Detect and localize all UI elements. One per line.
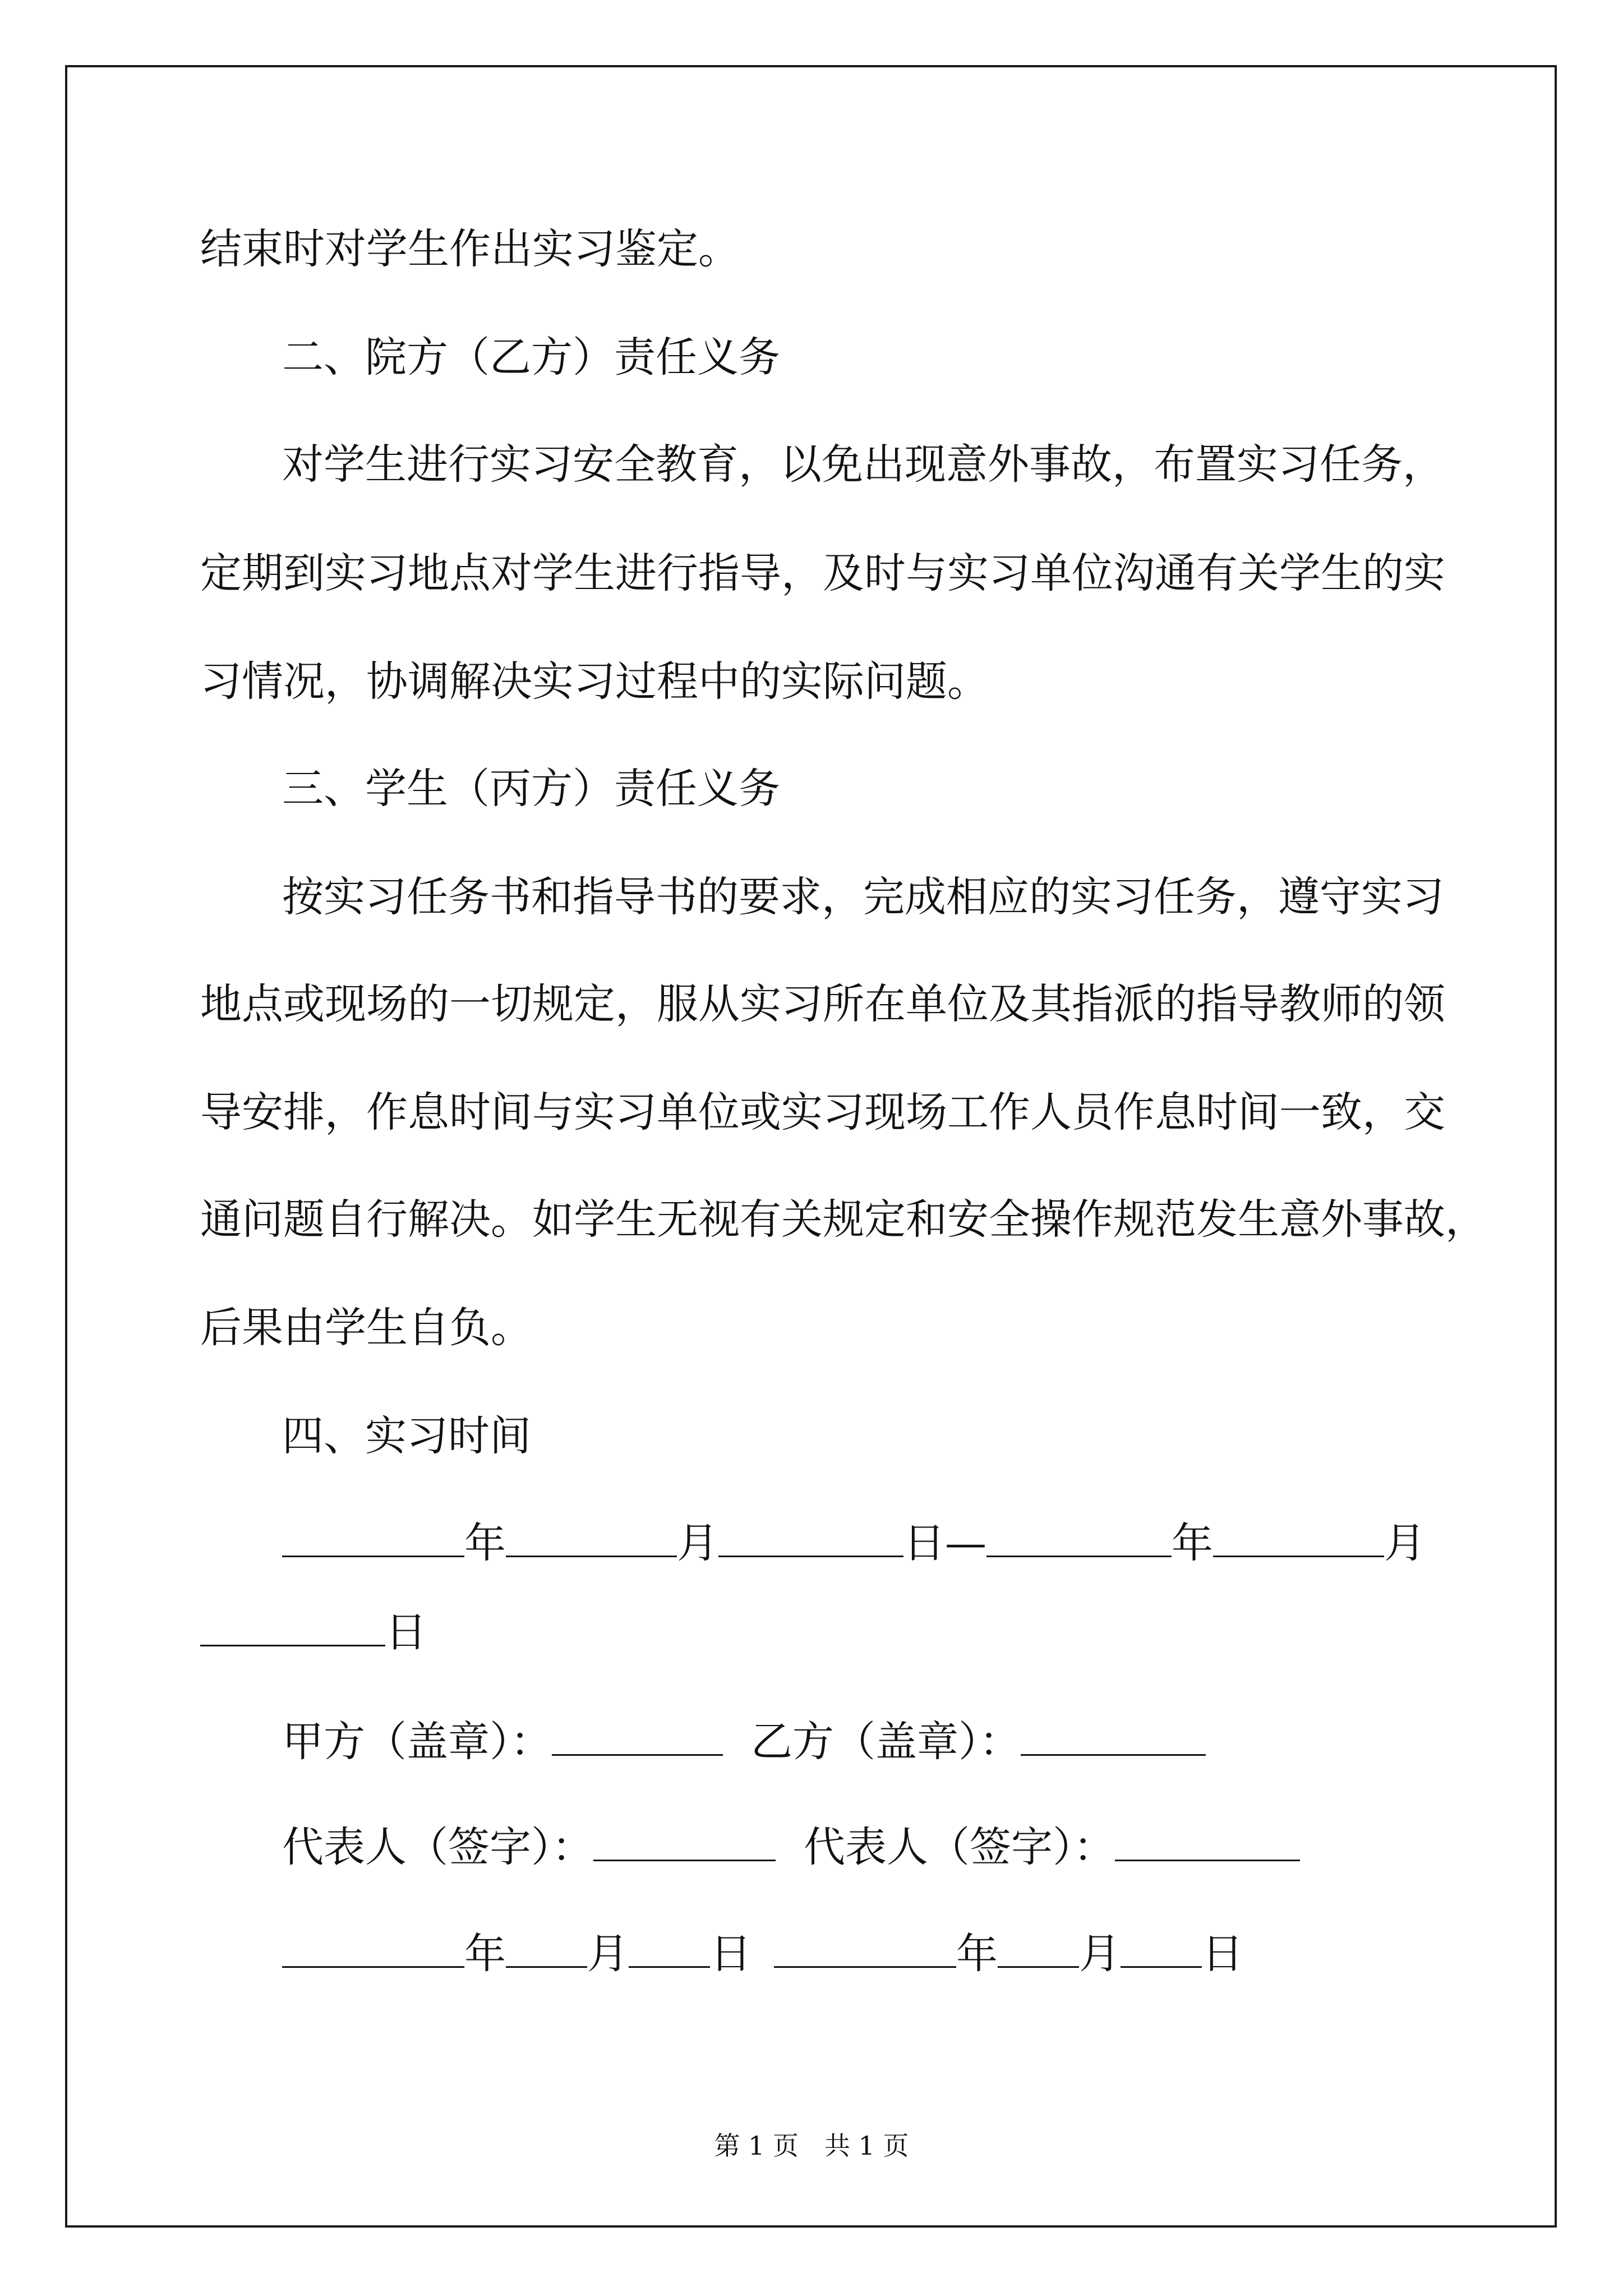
paragraph-line: 习情况，协调解决实习过程中的实际问题。 <box>200 657 989 706</box>
paragraph-line: 结束时对学生作出实习鉴定。 <box>200 225 740 273</box>
rep-sign-label-2: 代表人（签字）： <box>804 1823 1115 1871</box>
month-label: 月 <box>677 1519 718 1567</box>
party-b-seal-label: 乙方（盖章）： <box>751 1718 1021 1766</box>
day-label: 日 <box>710 1930 751 1978</box>
paragraph-line: 后果由学生自负。 <box>200 1304 532 1352</box>
party-a-seal-label: 甲方（盖章）： <box>282 1718 552 1766</box>
day-label: 日 <box>385 1608 427 1657</box>
year-label: 年 <box>1172 1519 1213 1567</box>
section-heading-3: 三、学生（丙方）责任义务 <box>282 765 780 813</box>
date-range-line <box>282 1515 1426 1571</box>
month-start-blank[interactable] <box>506 1522 677 1557</box>
sign-month-blank-2[interactable] <box>998 1932 1079 1968</box>
year-start-blank[interactable] <box>282 1522 464 1557</box>
signature-date-line <box>282 1926 1243 1982</box>
paragraph-line: 对学生进行实习安全教育，以免出现意外事故，布置实习任务， <box>282 440 1444 489</box>
month-label: 月 <box>1079 1930 1121 1978</box>
section-heading-2: 二、院方（乙方）责任义务 <box>282 333 780 381</box>
rep-sign-blank-1[interactable] <box>593 1826 776 1861</box>
paragraph-line: 通问题自行解决。如学生无视有关规定和安全操作规范发生意外事故， <box>200 1195 1487 1244</box>
seal-line <box>282 1714 1206 1770</box>
year-label: 年 <box>956 1930 998 1978</box>
sign-day-blank-1[interactable] <box>629 1932 710 1968</box>
sign-month-blank-1[interactable] <box>506 1932 587 1968</box>
party-a-seal-blank[interactable] <box>552 1720 723 1756</box>
year-label: 年 <box>464 1519 506 1567</box>
day-dash-label: 日— <box>903 1519 986 1567</box>
date-range-line-cont <box>200 1604 427 1660</box>
rep-sign-label-1: 代表人（签字）： <box>282 1823 593 1871</box>
month-end-blank[interactable] <box>1213 1522 1384 1557</box>
section-heading-4: 四、实习时间 <box>282 1412 531 1460</box>
sign-year-blank-2[interactable] <box>774 1932 956 1968</box>
month-label: 月 <box>1384 1519 1426 1567</box>
rep-sign-blank-2[interactable] <box>1115 1826 1300 1861</box>
year-label: 年 <box>464 1930 506 1978</box>
paragraph-line: 定期到实习地点对学生进行指导，及时与实习单位沟通有关学生的实 <box>200 549 1445 597</box>
paragraph-line: 按实习任务书和指导书的要求，完成相应的实习任务，遵守实习 <box>282 873 1444 921</box>
paragraph-line: 导安排，作息时间与实习单位或实习现场工作人员作息时间一致，交 <box>200 1088 1445 1137</box>
day-label: 日 <box>1202 1930 1243 1978</box>
page-footer: 第 1 页 共 1 页 <box>714 2131 909 2161</box>
month-label: 月 <box>587 1930 629 1978</box>
paragraph-line: 地点或现场的一切规定，服从实习所在单位及其指派的指导教师的领 <box>200 980 1445 1028</box>
day-end-blank[interactable] <box>200 1611 385 1646</box>
year-end-blank[interactable] <box>986 1522 1172 1557</box>
representative-line <box>282 1819 1300 1875</box>
party-b-seal-blank[interactable] <box>1021 1720 1206 1756</box>
sign-year-blank-1[interactable] <box>282 1932 464 1968</box>
sign-day-blank-2[interactable] <box>1121 1932 1202 1968</box>
day-start-blank[interactable] <box>718 1522 903 1557</box>
page-border <box>65 65 1557 2228</box>
